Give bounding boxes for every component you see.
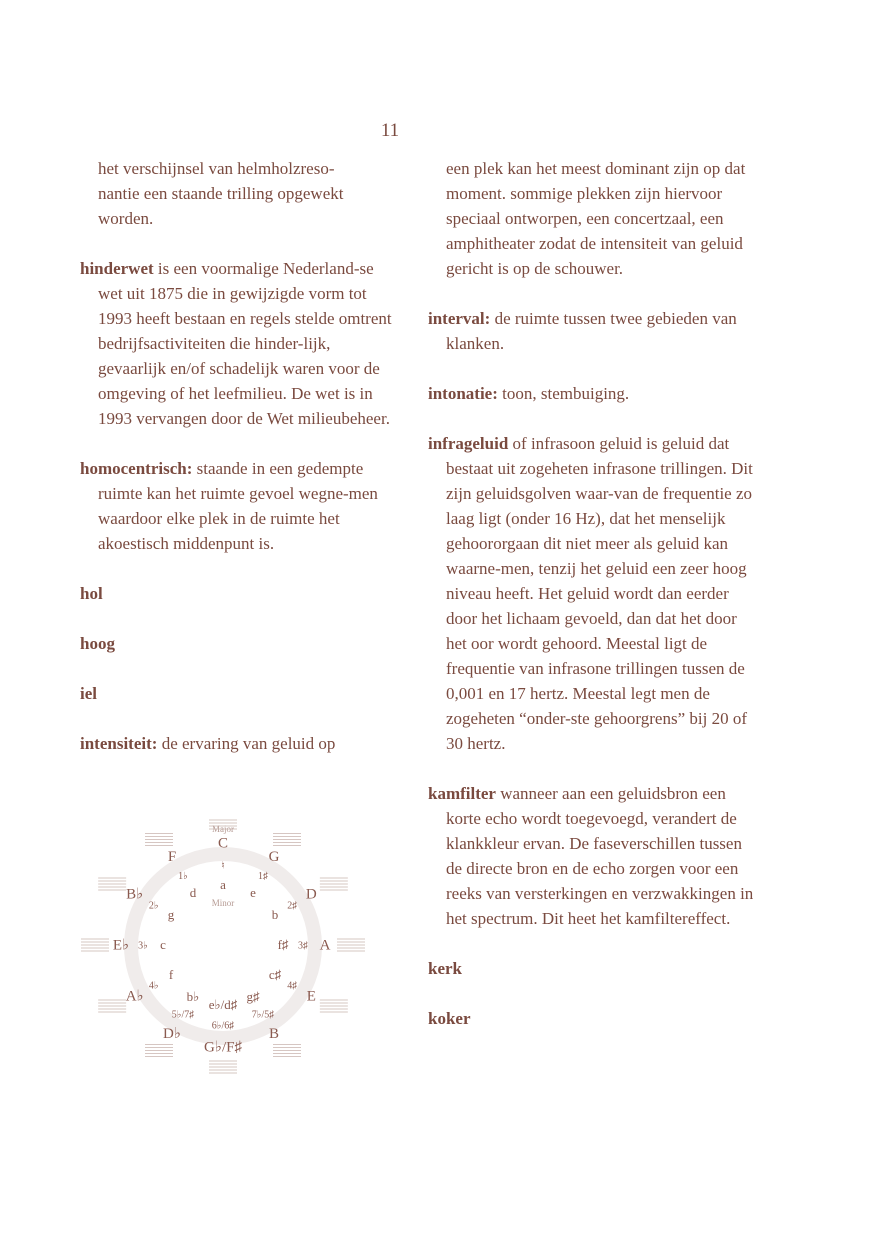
entry-term: hinderwet <box>80 259 154 278</box>
staff-icon <box>145 833 173 845</box>
glossary-entry <box>80 581 400 606</box>
minor-key-label: g <box>167 906 175 922</box>
entry-definition: is een voormalige Nederland-se wet uit 1875 die in gewijzigde vorm tot 1993 heeft bestaan en regels stelde omtrent bedrijfsactiviteiten die hinder-lijk, gevaarlijk en/of schadelijk waren voor de omgeving of het leefmilieu. De wet is in 1993 vervangen door de Wet milieubeheer. <box>98 259 392 428</box>
glossary-entry <box>428 306 758 356</box>
glossary-entry <box>80 456 400 556</box>
minor-key-label: f♯ <box>277 936 289 952</box>
circle-of-fifths-diagram <box>80 818 370 1088</box>
minor-key-label: b <box>271 906 279 922</box>
entry-term: homocentrisch: <box>80 459 193 478</box>
minor-key-label: e♭/d♯ <box>208 996 238 1012</box>
glossary-entry <box>80 731 400 756</box>
major-key-label: E♭ <box>112 937 130 954</box>
entry-definition: de ervaring van geluid op <box>157 734 336 753</box>
major-label: Major <box>212 824 234 835</box>
minor-key-label: d <box>189 885 197 901</box>
staff-icon <box>273 833 301 845</box>
right-column <box>428 156 758 1056</box>
key-signature-label: 1♭ <box>178 871 188 883</box>
major-key-label: G♭/F♯ <box>204 1039 242 1056</box>
minor-key-label: b♭ <box>186 988 200 1004</box>
entry-term: kerk <box>428 959 462 978</box>
entry-term: intonatie: <box>428 384 498 403</box>
major-key-label: B <box>268 1025 280 1042</box>
entry-definition: of infrasoon geluid is geluid dat bestaat uit zogeheten infrasone trillingen. Dit zijn geluidsgolven waar-van de frequentie zo laag ligt (onder 16 Hz), dat het menselijk gehoororgaan dit niet meer als geluid kan waarne-men, tenzij het geluid een zeer hoog niveau heeft. Het geluid wordt dan eerder door het lichaam gevoeld, dan dat het door het oor wordt gehoord. Meestal ligt de frequentie van infrasone trillingen tussen de 0,001 en 17 hertz. Meestal legt men de zogeheten “onder-ste gehoorgrens” bij 20 of 30 hertz. <box>446 434 753 753</box>
minor-key-label: f <box>168 966 174 982</box>
continuation-body: een plek kan het meest dominant zijn op dat moment. sommige plekken zijn hiervoor speciaal ontworpen, een concertzaal, een amphitheater zodat de intensiteit van geluid gericht is op de schouwer. <box>446 159 746 278</box>
staff-icon <box>81 939 109 951</box>
glossary-entry <box>80 631 400 656</box>
glossary-entry <box>428 956 758 981</box>
entry-term: infrageluid <box>428 434 509 453</box>
major-key-label: F <box>167 849 177 866</box>
entry-term: interval: <box>428 309 491 328</box>
major-key-label: A♭ <box>125 988 144 1005</box>
continuation-text <box>80 156 400 231</box>
major-key-label: B♭ <box>126 886 144 903</box>
key-signature-label: 2♯ <box>287 900 298 912</box>
major-key-label: A <box>319 937 331 954</box>
glossary-entry <box>428 781 758 931</box>
key-signature-label: 3♭ <box>138 940 148 952</box>
minor-key-label: e <box>250 885 256 901</box>
minor-key-label: a <box>220 876 226 892</box>
staff-icon <box>98 1000 126 1012</box>
key-signature-label: 4♯ <box>287 980 298 992</box>
key-signature-label: 6♭/6♯ <box>211 1020 235 1032</box>
continuation-text <box>428 156 758 281</box>
entry-term: kamfilter <box>428 784 496 803</box>
major-key-label: D <box>305 886 317 903</box>
staff-icon <box>98 878 126 890</box>
glossary-entry <box>428 1006 758 1031</box>
staff-icon <box>337 939 365 951</box>
glossary-entry <box>80 681 400 706</box>
key-signature-label: 1♯ <box>258 871 268 883</box>
major-key-label: C <box>217 835 229 852</box>
major-key-label: E <box>306 988 316 1005</box>
glossary-entry <box>428 381 758 406</box>
key-signature-label: ♮ <box>221 860 225 872</box>
key-signature-label: 3♯ <box>298 940 308 952</box>
entry-term: hol <box>80 584 103 603</box>
glossary-entry <box>428 431 758 756</box>
major-key-label: D♭ <box>163 1025 181 1042</box>
continuation-body: het verschijnsel van helmholzreso- nantie een staande trilling opgewekt worden. <box>98 159 344 228</box>
page-number: 11 <box>380 120 400 141</box>
staff-icon <box>273 1045 301 1057</box>
entry-term: intensiteit: <box>80 734 158 753</box>
left-column <box>80 156 400 781</box>
staff-icon <box>320 878 348 890</box>
staff-icon <box>145 1045 173 1057</box>
key-signature-label: 7♭/5♯ <box>251 1009 275 1021</box>
entry-term: hoog <box>80 634 115 653</box>
key-signature-label: 2♭ <box>148 900 159 912</box>
key-signature-label: 5♭/7♯ <box>171 1009 195 1021</box>
entry-definition: staande in een gedempte ruimte kan het ruimte gevoel wegne-men waardoor elke plek in de ruimte het akoestisch middenpunt is. <box>98 459 378 553</box>
staff-icon <box>320 1000 348 1012</box>
minor-key-label: g♯ <box>246 988 260 1004</box>
key-signature-label: 4♭ <box>148 980 159 992</box>
entry-definition: toon, stembuiging. <box>497 384 630 403</box>
staff-icon <box>209 1061 237 1073</box>
entry-term: koker <box>428 1009 471 1028</box>
entry-term: iel <box>80 684 97 703</box>
minor-key-label: c♯ <box>268 966 282 982</box>
entry-definition: de ruimte tussen twee gebieden van klanken. <box>446 309 737 353</box>
minor-key-label: c <box>160 936 166 952</box>
glossary-entry <box>80 256 400 431</box>
major-key-label: G <box>268 849 280 866</box>
entry-definition: wanneer aan een geluidsbron een korte echo wordt toegevoegd, verandert de klankkleur ervan. De faseverschillen tussen de directe bron en de echo zorgen voor een reeks van versterkingen en verzwakkingen in het spectrum. Dit heet het kamfiltereffect. <box>446 784 754 928</box>
minor-label: Minor <box>211 898 235 909</box>
